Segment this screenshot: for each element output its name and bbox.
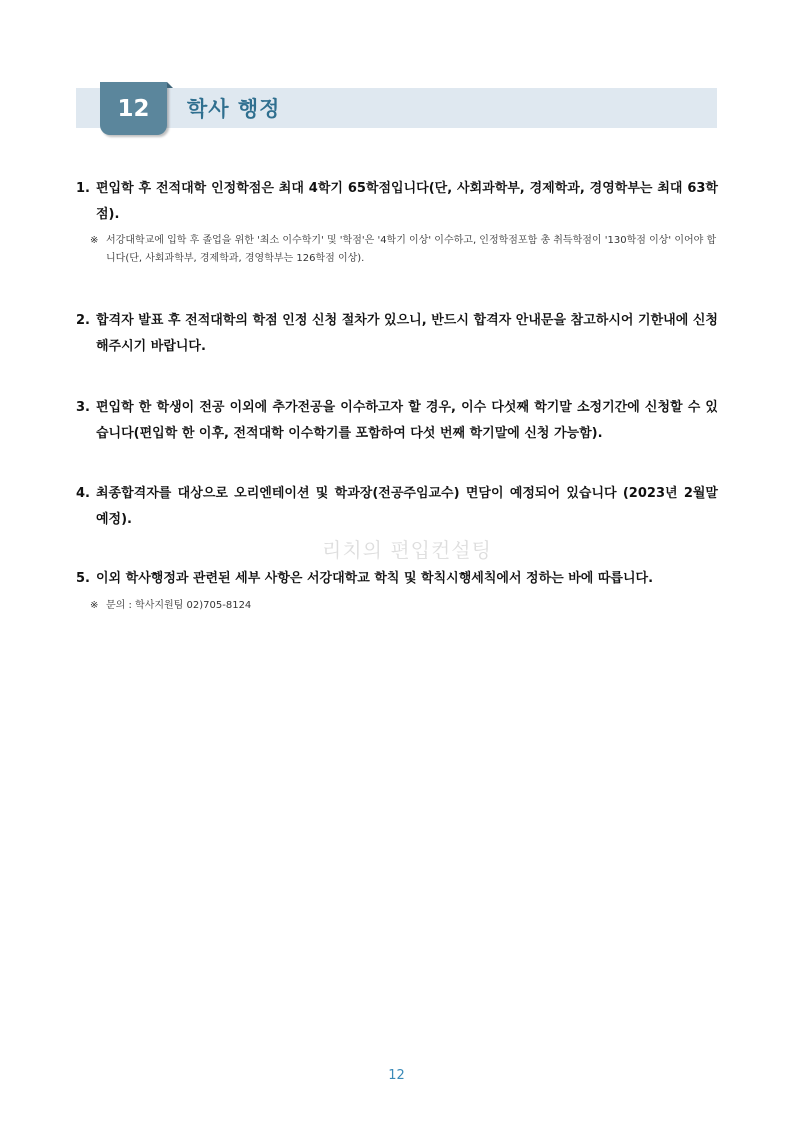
watermark: 리치의 편입컨설팅 (322, 538, 492, 562)
item-text: 합격자 발표 후 전적대학의 학점 인정 신청 절차가 있으니, 반드시 합격자 안내문을 참고하시어 기한내에 신청해주시기 바랍니다. (96, 313, 718, 354)
item-text: 이외 학사행정과 관련된 세부 사항은 서강대학교 학칙 및 학칙시행세칙에서 정하는 바에 따릅니다. (96, 571, 654, 586)
page-number: 12 (388, 1068, 405, 1083)
note-mark-icon: ※ (90, 600, 99, 611)
item-text: 편입학 한 학생이 전공 이외에 추가전공을 이수하고자 할 경우, 이수 다섯째 학기말 소정기간에 신청할 수 있습니다(편입학 한 이후, 전적대학 이수학기를 포함하여 다섯 번째 학기말에 신청 가능함). (96, 400, 718, 441)
item-text: 최종합격자를 대상으로 오리엔테이션 및 학과장(전공주임교수) 면담이 예정되어 있습니다 (2023년 2월말 예정). (96, 486, 718, 527)
note-text: 문의 : 학사지원팀 02)705-8124 (106, 600, 252, 611)
note-text: 서강대학교에 입학 후 졸업을 위한 '최소 이수학기' 및 '학점'은 '4학기 이상' 이수하고, 인정학점포함 총 취득학점이 '130학점 이상' 이어야 합니다(단, 사회과학부, 경제학과, 경영학부는 126학점 이상). (106, 235, 717, 264)
list-item (76, 308, 718, 360)
item-number: 3. (76, 400, 90, 415)
section-number-badge: 12 (100, 82, 167, 135)
section-header-band (76, 88, 717, 128)
list-item (76, 481, 718, 533)
list-item (76, 176, 718, 228)
item-number: 2. (76, 313, 90, 328)
section-title: 학사 행정 (187, 97, 281, 121)
item-number: 1. (76, 181, 90, 196)
item-number: 4. (76, 486, 90, 501)
list-item (76, 395, 718, 447)
note-item (90, 232, 718, 268)
note-mark-icon: ※ (90, 235, 99, 246)
item-text: 편입학 후 전적대학 인정학점은 최대 4학기 65학점입니다(단, 사회과학부, 경제학과, 경영학부는 최대 63학점). (96, 181, 718, 222)
note-item (90, 597, 718, 615)
list-item (76, 566, 718, 592)
item-number: 5. (76, 571, 90, 586)
